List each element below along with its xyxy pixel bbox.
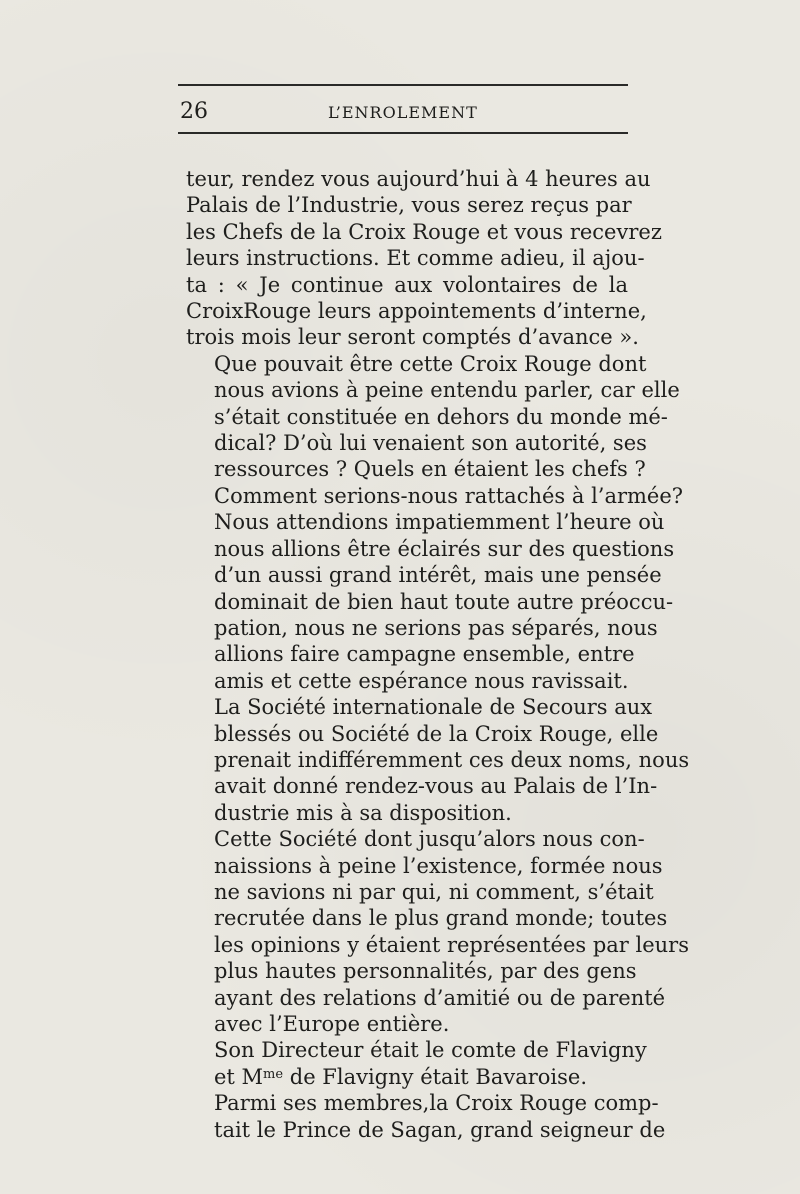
text-line: La Société internationale de Secours aux (214, 695, 653, 720)
text-line: ne savions ni par qui, ni comment, s’était (214, 879, 654, 904)
text-line: Son Directeur était le comte de Flavigny (214, 1038, 647, 1063)
text-line: s’était constituée en dehors du monde mé- (214, 404, 668, 429)
text-line: teur, rendez vous aujourd’hui à 4 heures au (186, 167, 651, 191)
paragraph-3 (186, 694, 690, 826)
text-line: naissions à peine l’existence, formée nous (214, 853, 663, 878)
text-line: avec l’Europe entière. (214, 1012, 450, 1036)
text-line: prenait indifféremment ces deux noms, nous (214, 747, 690, 772)
body-text (186, 166, 690, 1143)
text-fragment: de Flavigny était Bavaroise. (283, 1064, 588, 1089)
text-line: blessés ou Société de la Croix Rouge, elle (214, 721, 659, 746)
text-line: tait le Prince de Sagan, grand seigneur de (214, 1117, 666, 1142)
text-line: amis et cette espérance nous ravissait. (214, 668, 629, 693)
text-line: dustrie mis à sa disposition. (214, 800, 512, 825)
text-line: Que pouvait être cette Croix Rouge dont (214, 351, 647, 376)
text-line: avait donné rendez-vous au Palais de l’In- (214, 774, 658, 799)
text-line: Cette Société dont jusqu’alors nous con- (214, 827, 645, 852)
paragraph-2 (186, 351, 684, 694)
text-line: plus hautes personnalités, par des gens (214, 959, 637, 984)
paragraph-4 (186, 826, 689, 1037)
text-line: ressources ? Quels en étaient les chefs ? (214, 457, 646, 482)
text-line: dominait de bien haut toute autre préoccu- (214, 589, 674, 614)
text-line: nous allions être éclairés sur des questions (214, 536, 675, 561)
text-line: Nous attendions impatiemment l’heure où (214, 510, 665, 535)
text-line: d’un aussi grand intérêt, mais une pensée (214, 563, 662, 588)
text-line: Palais de l’Industrie, vous serez reçus par (186, 193, 632, 218)
text-line: les Chefs de la Croix Rouge et vous recevrez (186, 219, 662, 244)
text-line: ayant des relations d’amitié ou de parenté (214, 985, 666, 1010)
text-line: recrutée dans le plus grand monde; toutes (214, 906, 668, 931)
superscript-abbreviation: me (263, 1066, 284, 1082)
text-line: leurs instructions. Et comme adieu, il ajou- (186, 246, 645, 271)
page-number: 26 (180, 99, 208, 124)
paragraph-6 (186, 1090, 666, 1143)
text-line: ta : « Je continue aux volontaires de la (186, 272, 628, 297)
text-line: allions faire campagne ensemble, entre (214, 642, 635, 667)
paragraph-5 (186, 1037, 647, 1090)
text-line: les opinions y étaient représentées par leurs (214, 932, 689, 957)
text-line: CroixRouge leurs appointements d’interne, (186, 299, 647, 324)
paragraph-1 (186, 166, 662, 351)
text-line: dical? D’où lui venaient son autorité, ses (214, 431, 647, 456)
header-bottom-rule (178, 132, 628, 134)
text-line: Parmi ses membres,la Croix Rouge comp- (214, 1091, 659, 1116)
text-line: pation, nous ne serions pas séparés, nous (214, 615, 658, 640)
text-line: Comment serions-nous rattachés à l’armée? (214, 483, 684, 508)
text-line: nous avions à peine entendu parler, car elle (214, 378, 680, 403)
text-fragment: et M (214, 1064, 264, 1089)
text-line (186, 1064, 628, 1090)
running-title: L’ENROLEMENT (328, 103, 478, 122)
text-line: trois mois leur seront comptés d’avance ». (186, 325, 639, 350)
header-top-rule (178, 84, 628, 86)
